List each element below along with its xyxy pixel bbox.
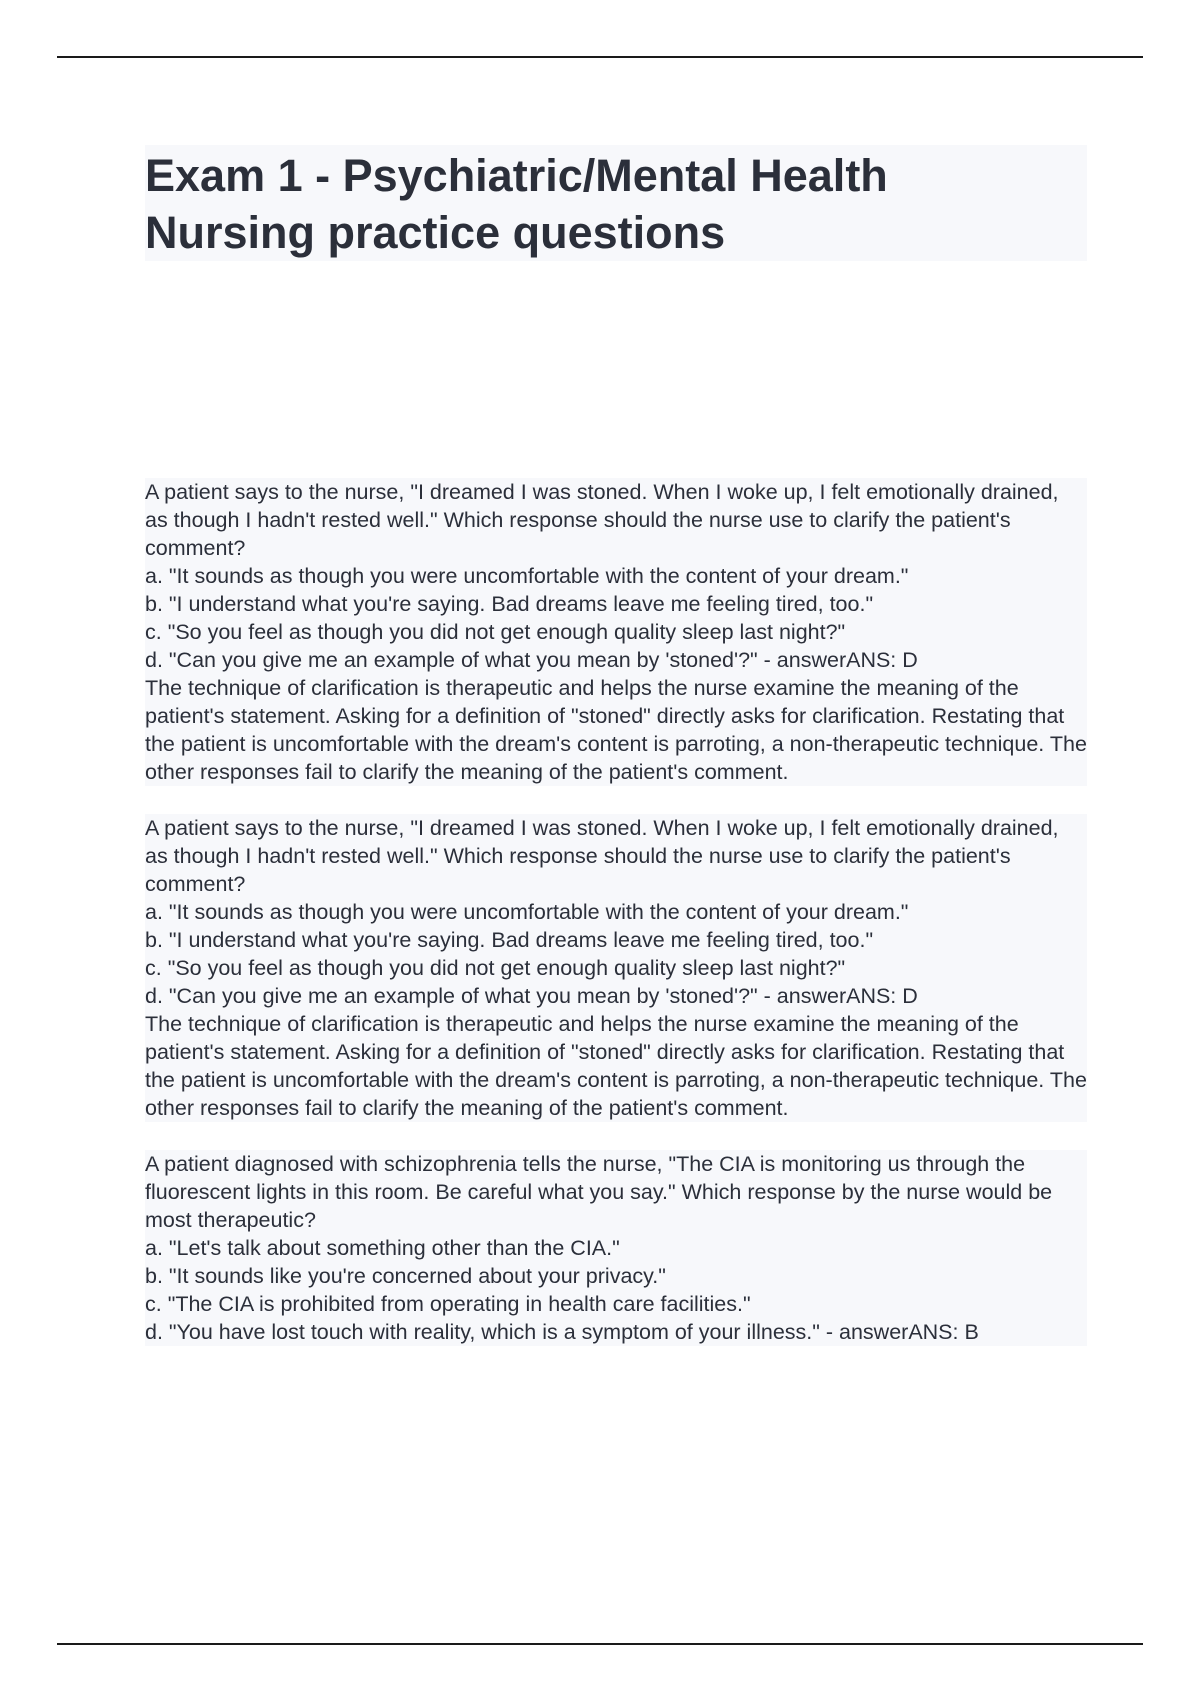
bottom-rule — [57, 1643, 1143, 1645]
answer-option-b: b. "I understand what you're saying. Bad dreams leave me feeling tired, too." — [145, 928, 874, 952]
answer-option-c: c. "The CIA is prohibited from operating in health care facilities." — [145, 1292, 751, 1316]
answer-option-a: a. "It sounds as though you were uncomfortable with the content of your dream." — [145, 900, 909, 924]
answer-option-d: d. "You have lost touch with reality, which is a symptom of your illness." - answerANS: B — [145, 1320, 979, 1344]
answer-option-b: b. "It sounds like you're concerned about your privacy." — [145, 1264, 666, 1288]
top-rule — [57, 56, 1143, 58]
question-block-1 — [145, 478, 1087, 786]
document-title — [145, 147, 1087, 261]
question-stem: A patient diagnosed with schizophrenia tells the nurse, "The CIA is monitoring us through the fluorescent lights in this room. Be careful what you say." Which response by the nurse would be most therapeutic? — [145, 1152, 1053, 1232]
answer-rationale: The technique of clarification is therapeutic and helps the nurse examine the meaning of the patient's statement. Asking for a definition of "stoned" directly asks for clarification. Restating that the patient is uncomfortable with the dream's content is parroting, a non-therapeutic technique. The other responses fail to clarify the meaning of the patient's comment. — [145, 1012, 1087, 1120]
answer-option-c: c. "So you feel as though you did not get enough quality sleep last night?" — [145, 956, 846, 980]
title-line-2: Nursing practice questions — [145, 207, 726, 258]
answer-option-b: b. "I understand what you're saying. Bad dreams leave me feeling tired, too." — [145, 592, 874, 616]
answer-option-c: c. "So you feel as though you did not get enough quality sleep last night?" — [145, 620, 846, 644]
answer-rationale: The technique of clarification is therapeutic and helps the nurse examine the meaning of the patient's statement. Asking for a definition of "stoned" directly asks for clarification. Restating that the patient is uncomfortable with the dream's content is parroting, a non-therapeutic technique. The other responses fail to clarify the meaning of the patient's comment. — [145, 676, 1087, 784]
question-block-2 — [145, 814, 1087, 1122]
document-title-block — [145, 145, 1087, 261]
question-stem: A patient says to the nurse, "I dreamed I was stoned. When I woke up, I felt emotionally drained, as though I hadn't rested well." Which response should the nurse use to clarify the patient's comment? — [145, 816, 1059, 896]
answer-option-d: d. "Can you give me an example of what you mean by 'stoned'?" - answerANS: D — [145, 648, 918, 672]
question-stem: A patient says to the nurse, "I dreamed I was stoned. When I woke up, I felt emotionally drained, as though I hadn't rested well." Which response should the nurse use to clarify the patient's comment? — [145, 480, 1059, 560]
questions-list — [145, 478, 1087, 1374]
answer-option-a: a. "Let's talk about something other than the CIA." — [145, 1236, 620, 1260]
question-block-3 — [145, 1150, 1087, 1346]
answer-option-a: a. "It sounds as though you were uncomfortable with the content of your dream." — [145, 564, 909, 588]
title-line-1: Exam 1 - Psychiatric/Mental Health — [145, 150, 888, 201]
answer-option-d: d. "Can you give me an example of what you mean by 'stoned'?" - answerANS: D — [145, 984, 918, 1008]
